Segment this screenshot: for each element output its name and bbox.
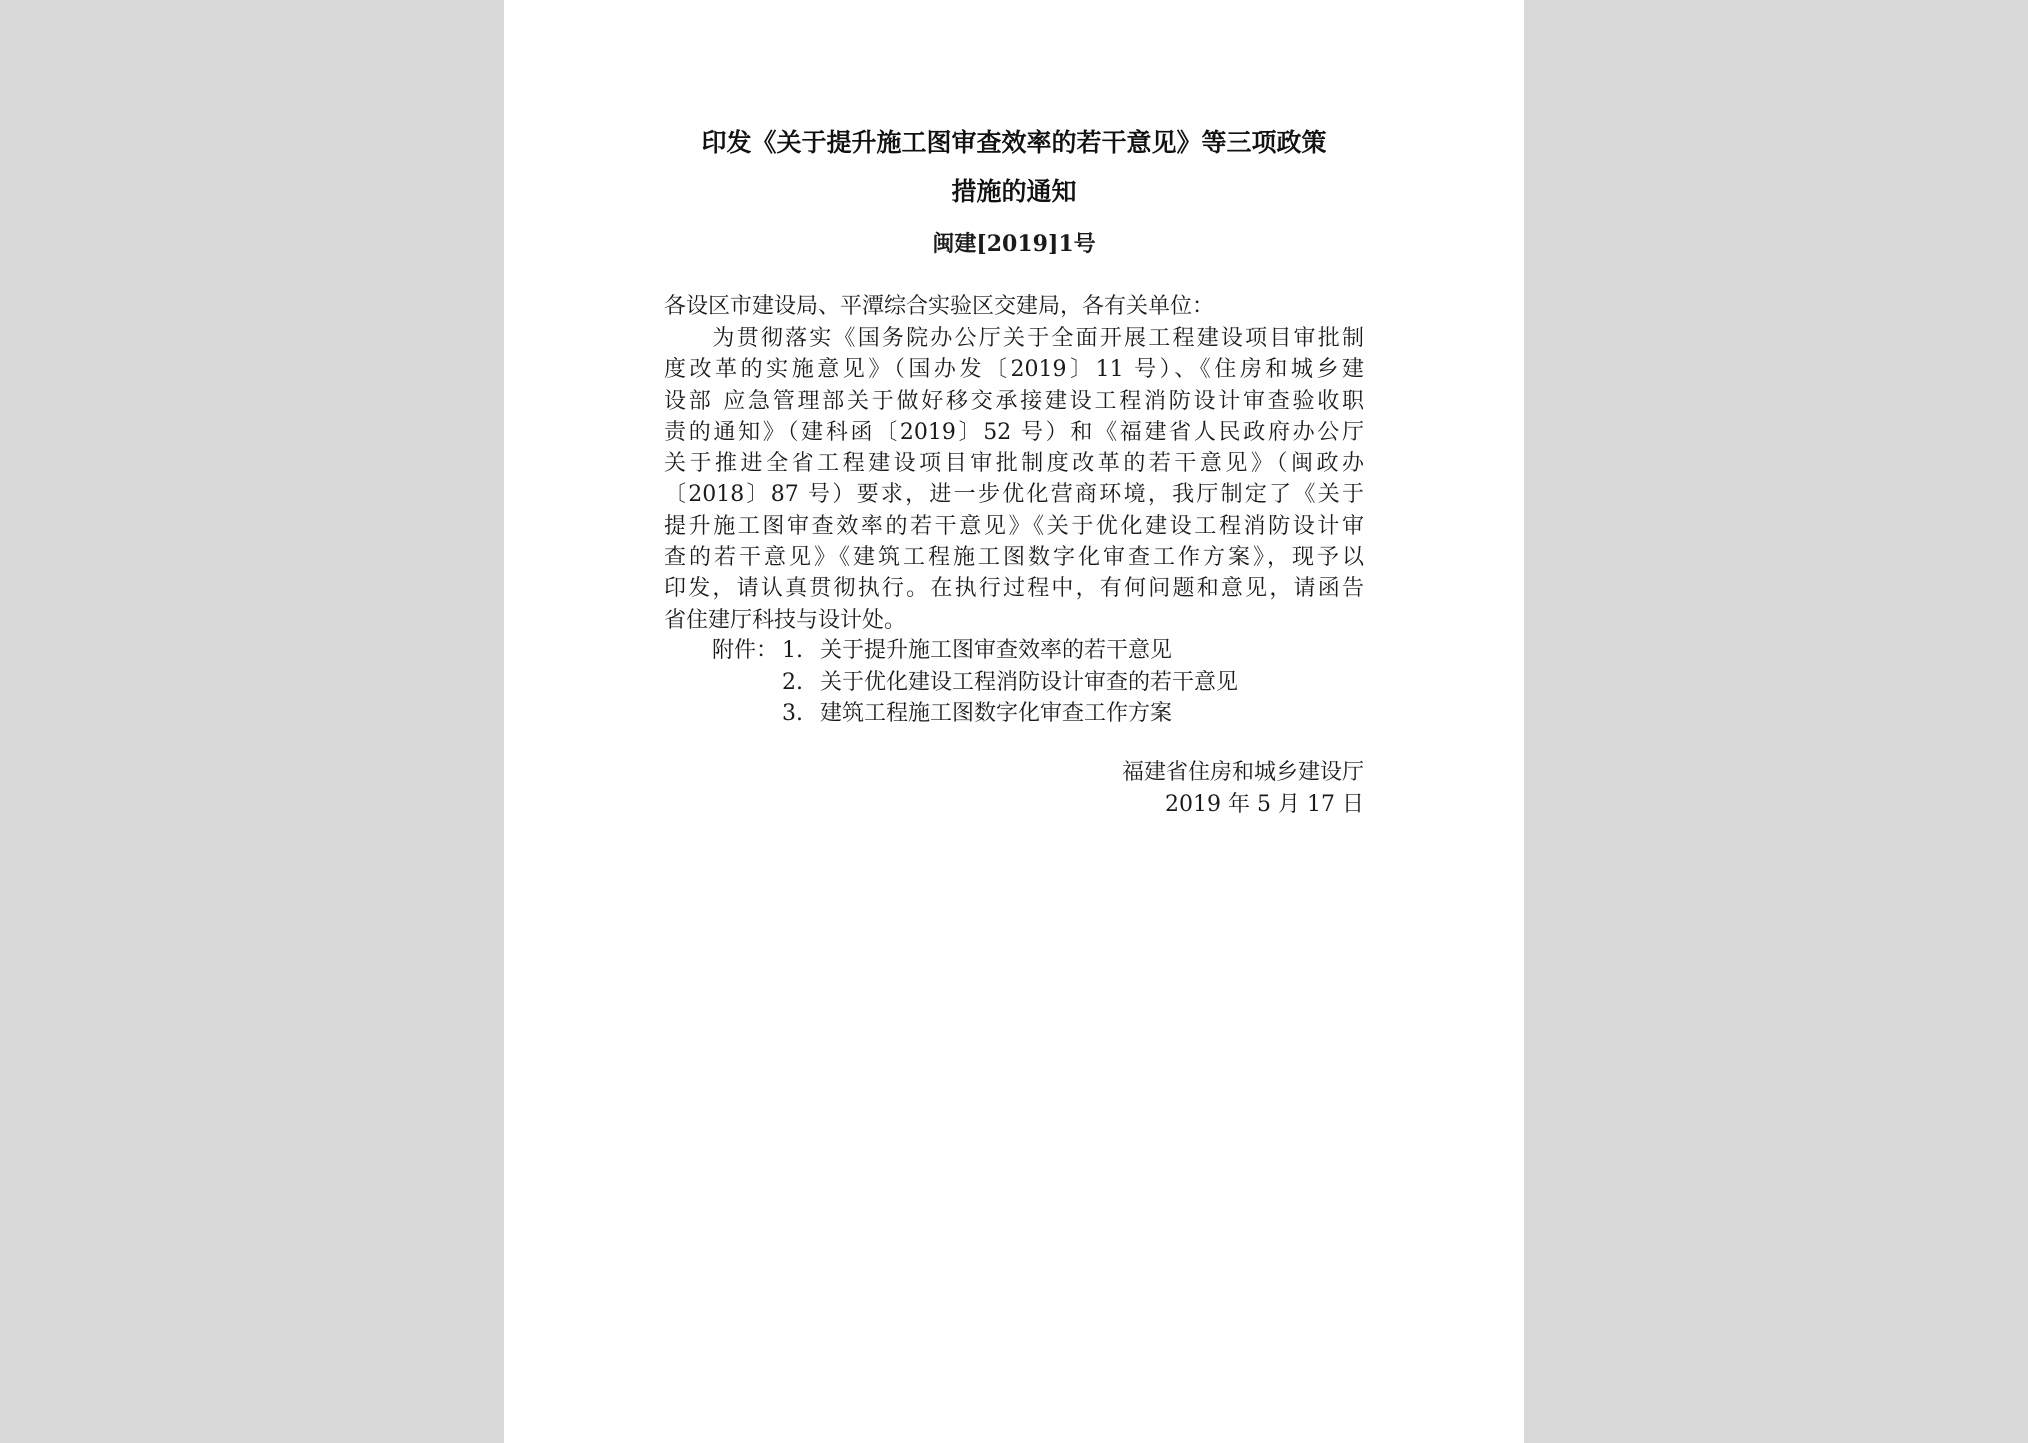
document-title: [664, 118, 1364, 216]
body-line: 关于推进全省工程建设项目审批制度改革的若干意见》（闽政办: [664, 451, 1364, 477]
body-line: 查的若干意见》《建筑工程施工图数字化审查工作方案》，现予以: [664, 545, 1364, 571]
body-line: 省住建厅科技与设计处。: [664, 607, 907, 633]
attachments-label: 附件：: [712, 638, 779, 663]
document-number: 闽建[2019]1号: [932, 231, 1096, 257]
addressee: 各设区市建设局、平潭综合实验区交建局，各有关单位：: [664, 294, 1215, 319]
issuing-organization: 福建省住房和城乡建设厅: [1121, 760, 1364, 785]
body-line: 印发，请认真贯彻执行。在执行过程中，有何问题和意见，请函告: [664, 576, 1364, 602]
document-page: [504, 0, 1524, 1443]
title-line-1: 印发《关于提升施工图审查效率的若干意见》等三项政策: [701, 128, 1327, 157]
attachment-item: [664, 698, 1364, 730]
attachments-list: [664, 635, 1364, 730]
body-line: 设部 应急管理部关于做好移交承接建设工程消防设计审查验收职: [664, 388, 1364, 414]
body-line: 责的通知》（建科函〔2019〕52 号）和《福建省人民政府办公厅: [664, 419, 1364, 445]
attachment-number: 1.: [782, 638, 803, 663]
attachment-item: [664, 667, 1364, 699]
attachment-item: [664, 635, 1364, 667]
signature-block: [664, 757, 1364, 821]
body-line: 为贯彻落实《国务院办公厅关于全面开展工程建设项目审批制: [664, 326, 1364, 351]
body-line: 提升施工图审查效率的若干意见》《关于优化建设工程消防设计审: [664, 513, 1364, 539]
attachment-title: 建筑工程施工图数字化审查工作方案: [820, 701, 1173, 726]
attachment-number: 3.: [782, 701, 803, 726]
attachment-title: 关于提升施工图审查效率的若干意见: [820, 638, 1173, 663]
attachment-title: 关于优化建设工程消防设计审查的若干意见: [820, 669, 1239, 695]
issue-date: 2019 年 5 月 17 日: [1165, 792, 1364, 817]
title-line-2: 措施的通知: [951, 177, 1077, 206]
body-paragraph: [664, 323, 1364, 636]
attachment-number: 2.: [782, 669, 803, 695]
body-line: 度改革的实施意见》（国办发〔2019〕11 号）、《住房和城乡建: [664, 357, 1364, 383]
body-line: 〔2018〕87 号）要求，进一步优化营商环境，我厅制定了《关于: [664, 482, 1364, 508]
